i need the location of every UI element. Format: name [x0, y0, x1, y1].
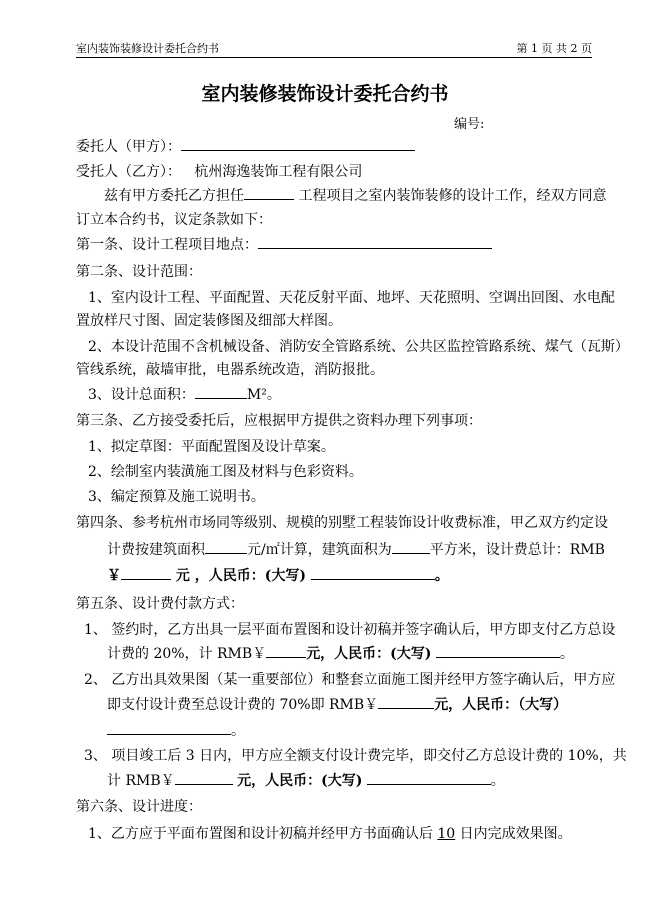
party-b-line	[76, 161, 362, 181]
schedule-text-b: 日内完成效果图。	[459, 826, 572, 842]
article-3-item-3: 3、编定预算及施工说明书。	[88, 489, 265, 505]
article-5-item-2c	[107, 720, 245, 740]
article-3-item-2: 2、绘制室内装潢施工图及材料与色彩资料。	[88, 464, 363, 480]
fee-rate-blank	[205, 539, 247, 554]
article-3-item-1: 1、拟定草图：平面配置图及设计草案。	[88, 439, 335, 455]
payment-3-blank	[175, 770, 233, 785]
schedule-days: 10	[437, 826, 456, 842]
article-5-item-3b	[107, 770, 505, 790]
payment-1-rmb-label: 元，人民币：(大写)	[306, 646, 432, 662]
period: 。	[231, 723, 245, 739]
article-3: 第三条、乙方接受委托后，应根据甲方提供之资料办理下列事项：	[76, 413, 482, 429]
schedule-text-a: 1、乙方应于平面布置图和设计初稿并经甲方书面确认后	[88, 826, 433, 842]
area-blank	[195, 384, 247, 399]
party-b-name: 杭州海逸装饰工程有限公司	[194, 164, 363, 180]
article-2-item-2b: 管线系统，敲墙审批，电器系统改造，消防报批。	[76, 362, 384, 378]
total-fee-blank	[121, 565, 171, 580]
building-area-label: 元/㎡计算，建筑面积为	[247, 542, 392, 558]
payment-3-rmb-label: 元，人民币：(大写)	[237, 773, 363, 789]
intro-text-b: 工程项目之室内装饰装修的设计工作，经双方同意	[298, 188, 607, 204]
article-5-item-1a: 1、 签约时，乙方出具一层平面布置图和设计初稿并签字确认后，甲方即支付乙方总设	[84, 622, 616, 638]
article-6-item-1	[88, 823, 572, 843]
article-2-item-1a: 1、室内设计工程、平面配置、天花反射平面、地坪、天花照明、空调出回图、水电配	[88, 290, 615, 306]
article-2-item-2a: 2、本设计范围不含机械设备、消防安全管路系统、公共区监控管路系统、煤气（瓦斯）	[88, 339, 629, 355]
article-6: 第六条、设计进度：	[76, 799, 202, 815]
article-2: 第二条、设计范围：	[76, 264, 202, 280]
payment-2-words-blank	[107, 720, 231, 735]
header-divider	[76, 57, 592, 58]
fee-rate-label: 计费按建筑面积	[107, 542, 205, 558]
contract-number-label: 编号:	[454, 117, 485, 132]
total-fee-words-blank	[311, 565, 435, 580]
period: 。	[434, 568, 449, 584]
payment-1-blank	[266, 643, 306, 658]
total-fee-label: 平方米，设计费总计：RMB	[429, 542, 605, 558]
period: 。	[490, 773, 505, 789]
payment-2-label: 即支付设计费至总设计费的 70%即 RMB￥	[107, 697, 379, 713]
article-5: 第五条、设计费付款方式：	[76, 596, 244, 612]
intro-line-2: 订立本合约书，议定条款如下：	[76, 212, 272, 228]
payment-3-words-blank	[367, 770, 491, 785]
location-blank	[258, 234, 492, 249]
header-page-number: 第 1 页 共 2 页	[516, 42, 592, 55]
article-4-line-1: 第四条、参考杭州市场同等级别、规模的别墅工程装饰设计收费标准，甲乙双方约定设	[76, 515, 608, 531]
party-a-label: 委托人（甲方）：	[76, 139, 181, 155]
payment-2-blank	[378, 694, 434, 709]
area-label: 3、设计总面积：	[88, 387, 195, 403]
article-1-label: 第一条、设计工程项目地点：	[76, 237, 258, 253]
party-a-line	[76, 136, 415, 156]
article-5-item-1b	[107, 643, 574, 663]
payment-2-rmb-label: 元，人民币：（大写）	[434, 697, 568, 713]
article-4-line-3	[107, 565, 449, 585]
total-fee-rmb-label: 元 ，人民币：(大写)	[175, 568, 306, 584]
payment-3-label: 计 RMB￥	[107, 773, 175, 789]
article-2-item-3	[88, 384, 281, 404]
party-b-label: 受托人（乙方）：	[76, 164, 181, 180]
article-5-item-3a: 3、 项目竣工后 3 日内，甲方应全额支付设计费完毕，即交付乙方总设计费的 10%，共	[84, 748, 627, 764]
intro-line-1	[104, 185, 606, 205]
header-doc-title: 室内装饰装修设计委托合约书	[76, 42, 219, 55]
party-a-blank	[181, 136, 415, 151]
payment-1-label: 计费的 20%，计 RMB￥	[107, 646, 267, 662]
article-4-line-2	[107, 539, 605, 559]
period: 。	[559, 646, 574, 662]
building-area-blank	[392, 539, 430, 554]
project-blank	[244, 185, 294, 200]
article-5-item-2b	[107, 694, 567, 714]
area-unit: M²。	[246, 387, 281, 403]
payment-1-words-blank	[436, 643, 560, 658]
intro-text-a: 兹有甲方委托乙方担任	[104, 188, 244, 204]
article-1	[76, 234, 492, 254]
page-title: 室内装修装饰设计委托合约书	[201, 83, 449, 105]
yuan-symbol: ￥	[107, 568, 121, 584]
article-2-item-1b: 置放样尺寸图、固定装修图及细部大样图。	[76, 313, 342, 329]
article-5-item-2a: 2、 乙方出具效果图（某一重要部位）和整套立面施工图并经甲方签字确认后，甲方应	[84, 672, 616, 688]
